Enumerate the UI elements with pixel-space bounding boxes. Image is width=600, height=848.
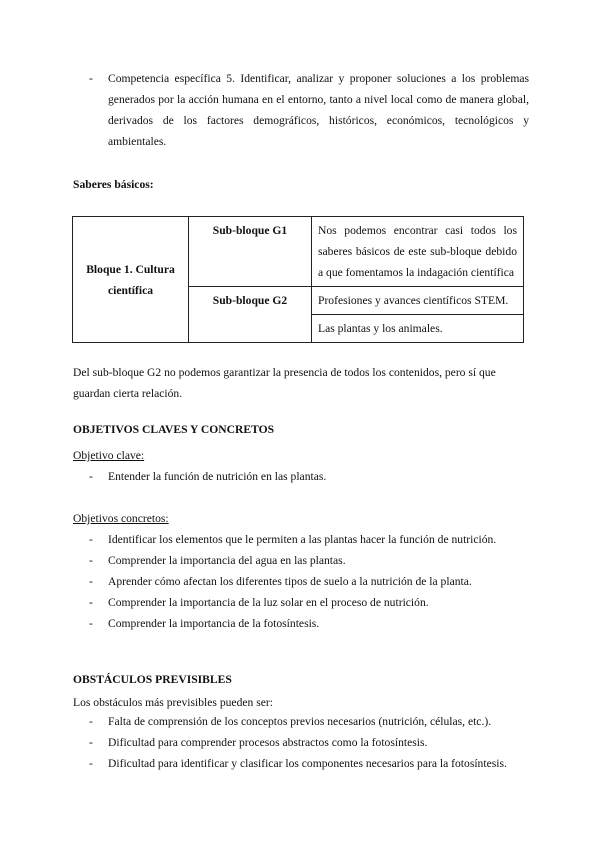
- list-item-text: Dificultad para identificar y clasificar los componentes necesarios para la fotosíntesis.: [108, 757, 507, 770]
- list-item-text: Comprender la importancia del agua en las plantas.: [108, 554, 346, 567]
- list-dash: -: [89, 554, 93, 567]
- obstaculos-intro: Los obstáculos más previsibles pueden ser:: [73, 696, 273, 709]
- description-cell: Las plantas y los animales.: [312, 315, 524, 343]
- sub-bloque-cell: Sub-bloque G2: [189, 287, 312, 343]
- saberes-table: [72, 216, 524, 343]
- list-item-text: Identificar los elementos que le permiten a las plantas hacer la función de nutrición.: [108, 533, 497, 546]
- list-dash: -: [89, 72, 93, 85]
- list-dash: -: [89, 533, 93, 546]
- sub-bloque-cell: Sub-bloque G1: [189, 217, 312, 287]
- competencia-text: Competencia específica 5. Identificar, analizar y proponer soluciones a los problemas generados por la acción humana en el entorno, tanto a nivel local como de manera global, derivados de los factores demográficos, históricos, económicos, tecnológicos y ambientales.: [108, 72, 529, 148]
- list-item-text: Comprender la importancia de la luz solar en el proceso de nutrición.: [108, 596, 429, 609]
- list-dash: -: [89, 596, 93, 609]
- description-cell: Profesiones y avances científicos STEM.: [312, 287, 524, 315]
- list-dash: -: [89, 757, 93, 770]
- list-item: [89, 732, 529, 753]
- description-cell: Nos podemos encontrar casi todos los saberes básicos de este sub-bloque debido a que fomentamos la indagación científica: [312, 217, 524, 287]
- list-item: [89, 529, 529, 550]
- objetivos-concretos-label: Objetivos concretos:: [73, 512, 169, 525]
- list-item-text: Falta de comprensión de los conceptos previos necesarios (nutrición, células, etc.).: [108, 715, 492, 728]
- objetivo-clave-label: Objetivo clave:: [73, 449, 145, 462]
- list-dash: -: [89, 575, 93, 588]
- competencia-item: [89, 68, 529, 152]
- list-item: [89, 550, 529, 571]
- list-item-text: Aprender cómo afectan los diferentes tipos de suelo a la nutrición de la planta.: [108, 575, 472, 588]
- list-item: [89, 753, 529, 774]
- list-item: [89, 571, 529, 592]
- saberes-heading: Saberes básicos:: [73, 178, 154, 191]
- objetivos-heading: OBJETIVOS CLAVES Y CONCRETOS: [73, 423, 275, 436]
- list-dash: -: [89, 736, 93, 749]
- list-item: [89, 711, 529, 732]
- list-item-text: Dificultad para comprender procesos abstractos como la fotosíntesis.: [108, 736, 428, 749]
- list-item: [89, 592, 529, 613]
- list-item: [89, 466, 529, 487]
- saberes-note: Del sub-bloque G2 no podemos garantizar la presencia de todos los contenidos, pero sí que guardan cierta relación.: [73, 366, 496, 400]
- list-dash: -: [89, 470, 93, 483]
- obstaculos-heading: OBSTÁCULOS PREVISIBLES: [73, 673, 232, 686]
- list-item-text: Comprender la importancia de la fotosíntesis.: [108, 617, 320, 630]
- bloque-cell: Bloque 1. Cultura científica: [73, 217, 189, 343]
- list-item: [89, 613, 529, 634]
- list-dash: -: [89, 715, 93, 728]
- list-dash: -: [89, 617, 93, 630]
- table-row: [73, 217, 524, 287]
- list-item-text: Entender la función de nutrición en las plantas.: [108, 470, 327, 483]
